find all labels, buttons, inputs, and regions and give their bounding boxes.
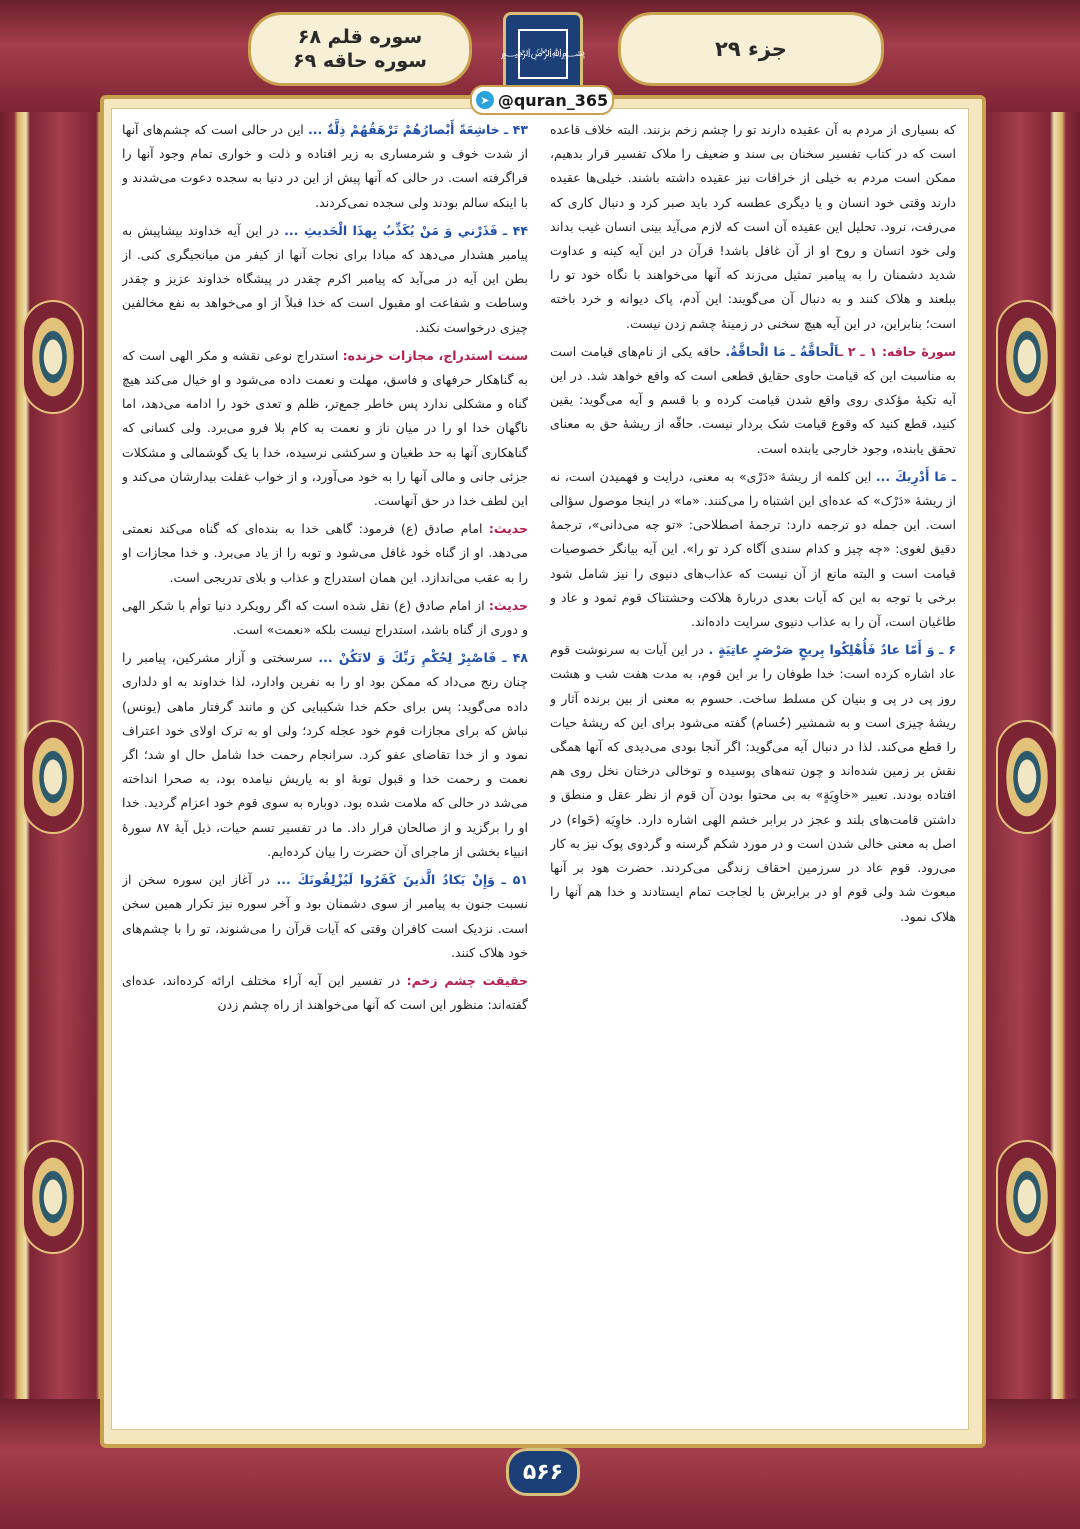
section-heading: سنت استدراج، مجازات خزنده: (342, 347, 528, 363)
paragraph-text: در این آیه خداوند بیشاپیش به پیامبر هشدار می‌دهد که مبادا برای نجات آنها از کیفر من میانجیگری کنی. از بطن این آیه در می‌آید که پیامبر اکرم چقدر در پیشگاه خداوند عزیز و چقدر وساطت و شفاعت او مقبول است که خدا قبلاً از او می‌خواهد به نفع مخالفین چیزی درخواست نکند. (122, 222, 528, 335)
paragraph (122, 646, 528, 864)
paragraph (550, 638, 956, 928)
ornament-medallion-icon (996, 300, 1058, 414)
ornament-medallion-icon (22, 1140, 84, 1254)
paragraph-text: در آغاز این سوره سخن از نسبت جنون به پیامبر از سوی دشمنان بود و آخر سوره نیز تکرار همین سخن است. نزدیک است کافران وقتی که آیات قرآن را می‌شنوند، تو را با چشم‌های خود هلاک کنند. (122, 872, 528, 960)
section-heading: حدیث: (488, 597, 528, 613)
quran-logo-icon: ﷽ (503, 12, 583, 96)
verse-text: ـ مَا أَدْرِيكَ ... (875, 468, 956, 484)
right-text-column (122, 118, 528, 1418)
paragraph-text: از امام صادق (ع) نقل شده است که اگر رویکرد دنیا توأم با شکر الهی و دوری از گناه باشد، استدراج نیست بلکه «نعمت» است. (122, 597, 528, 638)
paragraph-text: استدراج نوعی نقشه و مکر الهی است که به گناهکار حرفهای و فاسق، مهلت و نعمت داده می‌شود و او خیال می‌کند هیچ گناه و مشکلی ندارد پس خاطر جمع‌تر، ظلم و تعدی خود را ادامه می‌دهد، اما ناگهان خدا او را در میان ناز و نعمت به کام بلا فرو می‌برد. ولی کسانی که گناهکاری آنها به حد طغیان و سرکشی نرسیده، خدا با یک گوشمالی و مشکلات جزئی جانی و مالی آنها را به خود می‌آورد، و از خواب غفلت بیدارشان می‌کند و این لطف خدا در حق آنهاست. (122, 347, 528, 509)
verse-number: ۵۱ ـ (501, 872, 528, 888)
paragraph-text: حاقه یکی از نام‌های قیامت است به مناسبت این که قیامت حاوی حقایق قطعی است که واقع خواهد شد. در این آیه تکیهٔ مؤکدی روی واقع شدن قیامت کرده و با قسم و آیه می‌گوید: یقین کنید، قطع کنید که وقوع قیامت شک بردار نیست. حاقّه از ریشهٔ حق به معنای تحقق یابنده، وجود خارجی یابنده است. (550, 343, 956, 456)
paragraph-text: امام صادق (ع) فرمود: گاهی خدا به بنده‌ای که گناه می‌کند نعمتی می‌دهد. او از گناه خود غافل می‌شود و توبه را از یاد می‌برد. و خدا مجازات او را به عقب می‌اندازد. این همان استدراج و عذاب و بلای تدریجی است. (122, 521, 528, 585)
ornament-medallion-icon (996, 720, 1058, 834)
page-number: ۵۶۶ (506, 1448, 580, 1496)
verse-text: وَإِنْ يَكادُ الَّذينَ كَفَرُوا لَيُزْلِقُونَكَ ... (276, 872, 495, 888)
paragraph-text: در تفسیر این آیه آراء مختلف ارائه کرده‌اند، عده‌ای گفته‌اند: منظور این است که آنها می‌خواهند از راه چشم زدن (122, 972, 528, 1013)
surah-title-line1: سوره قلم ۶۸ (297, 26, 423, 48)
ornament-medallion-icon (22, 300, 84, 414)
verse-text: خاشِعَةً أَبْصارُهُمْ تَرْهَقُهُمْ ذِلَّةٌ ... (307, 122, 500, 137)
juz-label-tab (618, 12, 884, 86)
paragraph-text: که بسیاری از مردم به آن عقیده دارند تو را چشم زخم بزنند. البته خلاف قاعده است که در کتاب تفسیر سخنان بی سند و ضعیف را ملاک تفسیر قرار بدهیم، ممکن است مردم به خیلی از خرافات نیز عقیده داشته باشند. خیلی‌ها عقیده دارند وقتی خود انسان و یا دیگری عطسه کرد باید صبر کرد و دنبال کاری که می‌رفت، نرود. تحلیل این عقیده آن است که لازم می‌آید بینی انسان غیب بداند ولی خود انسان و روح او از آن غافل باشد! قرآن در این آیه کینه و عداوت شدید دشمنان را به پیامبر تمثیل می‌زند که آنها می‌خواهند با نگاه خود تو را ببلعند و هلاک کنند و به دنبال آن می‌گویند: این آدم، پاک دیوانه و خرد باخته است؛ بنابراین، در این آیه هیچ سخنی در زمینهٔ چشم زدن نیست. (550, 122, 956, 331)
verse-text: فَاصْبِرْ لِحُكْمِ رَبِّكَ وَ لاتَكُنْ ... (318, 650, 497, 666)
paragraph-text: سرسختی و آزار مشرکین، پیامبر را چنان رنج می‌داد که ممکن بود او را به نفرین وادارد، لذا خداوند به او دلداری داده می‌گوید: پس برای حکم خدا شکیبایی کن و مانند گرفتار ماهی (یونس) نباش که برای مجازات قوم خود عجله کرد؛ ولی او به ترک اولای خود اعتراف نمود و از خدا تقاضای عفو کرد. سرانجام رحمت خدا شامل حال او شد؛ اگر نعمت و رحمت خدا و قبول توبهٔ او به یاریش نیامده بود، به صحرا انداخته می‌شد در حالی که ملامت شده بود. دوباره به سوی قوم خود اعزام گردید. خدا او را برگزید و از صالحان قرار داد. ما در تفسیر تسم حیات، ذیل آیهٔ ۸۷ سورهٔ انبیاء بخشی از ماجرای آن حضرت را بیان کرده‌ایم. (122, 650, 528, 859)
paragraph-text: این در حالی است که چشم‌های آنها از شدت خوف و شرمساری به زیر افتاده و ذلت و خواری تمام وجود آنها را فراگرفته است. در حالی که آنها پیش از این در دنیا به سجده دعوت می‌شدند و با اینکه سالم بودند ولی سجده نمی‌کردند. (122, 122, 528, 210)
paragraph (122, 868, 528, 965)
channel-handle: @quran_365 (497, 90, 609, 110)
paragraph (122, 517, 528, 590)
paragraph (550, 118, 956, 336)
paragraph (550, 340, 956, 461)
paragraph (122, 118, 528, 215)
section-heading: سورهٔ حاقه: ۱ ـ ۲ ـ (838, 343, 956, 359)
paragraph (122, 344, 528, 513)
verse-text: وَ أَمّا عادٌ فَأُهْلِكُوا بِريحٍ صَرْصَرٍ عاتِيَةٍ . (708, 642, 935, 658)
text-columns (122, 118, 956, 1418)
paragraph-text: در این آیات به سرنوشت قوم عاد اشاره کرده است: خدا طوفان را بر این قوم، به مدت هفت شب و هشت روز پی در پی و بنیان کن مسلط ساخت. حسوم به معنی از بین برنده آثار و ریشهٔ چیزی است و به شمشیر (حُسام) گفته می‌شود برای این که ریشهٔ حیات را قطع می‌کند. لذا در دنبال آیه می‌گوید: اگر آنجا بودی می‌دیدی که آنها همگی نقش بر زمین شده‌اند و چون تنه‌های پوسیده و توخالی درختان نخل روی هم افتاده بودند. تعبیر «خاوِيَةٍ» به بی محتوا بودن آن قوم از نظر عقل و منطق و داشتن قامت‌های بلند و عجز در برابر خشم الهی اشاره دارد. خاوِيَه (خَواء) در اصل به معنی خالی شدن است و در مورد شکم گرسنه و گردوی پوک نیز به کار می‌رود. قوم عاد در سرزمین احقاف زندگی می‌کردند. حضرت هود بر آنها مبعوث شد ولی قوم او در برابرش با لجاجت تمام ایستادند و خدا هم آنها را هلاک نمود. (550, 642, 956, 924)
channel-handle-badge[interactable] (470, 85, 614, 115)
verse-number: ۴۸ ـ (502, 650, 528, 666)
ornament-medallion-icon (22, 720, 84, 834)
section-heading: حدیث: (488, 521, 528, 537)
paragraph (122, 594, 528, 642)
left-text-column (550, 118, 956, 1418)
juz-label: جزء ۲۹ (715, 37, 787, 61)
telegram-icon: ➤ (476, 91, 494, 109)
section-heading: حقیقت چشم زخم: (406, 972, 528, 988)
surah-label-tab (248, 12, 472, 86)
verse-number: ۴۳ ـ (503, 122, 528, 137)
paragraph-text: این کلمه از ریشهٔ «دَرْی» به معنی، درایت و فهمیدن است، نه از ریشهٔ «دَرْک» که عده‌ای این اشتباه را می‌کنند. «ما» در اینجا موصول سؤالی است. این جمله دو ترجمه دارد: ترجمهٔ اصطلاحی: «تو چه می‌دانی»، ترجمهٔ دقیق لغوی: «چه چیز و کدام سندی آگاه کرد تو را». این آیه بیانگر خصوصیات قیامت است و البته مانع از آن نیست که عذاب‌های دنیوی را نیز شامل شود برخی با توجه به این که آیات بعدی دربارهٔ هلاکت وحشتناک قوم ثمود و عاد و طاغیان است، آن را به عذاب دنیوی سرایت داده‌اند. (550, 468, 956, 630)
ornament-medallion-icon (996, 1140, 1058, 1254)
verse-text: اَلْحاقَّةُ ـ مَا الْحاقَّةُ. (725, 343, 839, 359)
paragraph (122, 219, 528, 340)
surah-title-line2: سوره حاقه ۶۹ (293, 50, 427, 72)
paragraph (122, 969, 528, 1017)
verse-number: ۶ ـ (939, 642, 956, 658)
verse-number: ۴۴ ـ (502, 222, 528, 238)
verse-text: فَذَرْني وَ مَنْ يُكَذِّبُ بِهذَا الْحَديثِ ... (284, 222, 498, 238)
paragraph (550, 465, 956, 634)
